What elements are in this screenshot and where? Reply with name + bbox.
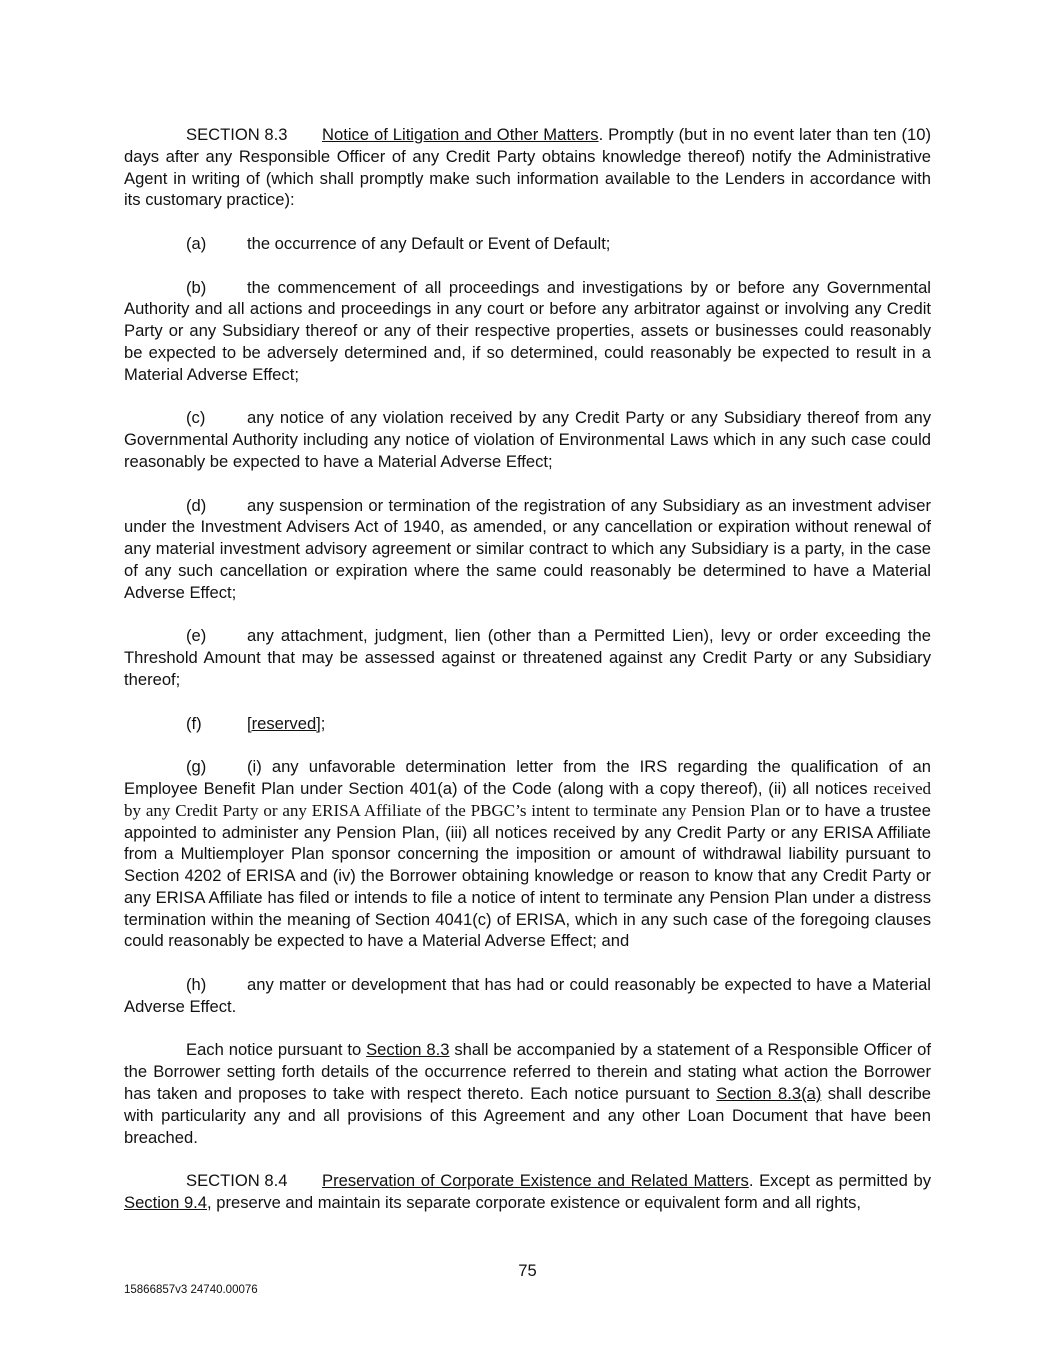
page-number: 75 (518, 1261, 537, 1280)
item-b-label: (b) (186, 277, 207, 297)
item-a-text: the occurrence of any Default or Event of Default; (247, 233, 611, 253)
closing-text-3: shall describe with particularity any and all provisions of this Agreement and any other Loan Document that have been breached. (124, 1084, 931, 1147)
item-g-part1: (i) any unfavorable determination letter from the IRS regarding the qualification of an Employee Benefit Plan under Section 401(a) of the Code (along with a copy thereof), (ii) all notices (124, 757, 931, 798)
item-h (124, 974, 931, 1018)
item-d-label: (d) (186, 495, 207, 515)
item-d (124, 495, 931, 604)
section-8-3-reference-link[interactable]: Section 8.3 (366, 1040, 450, 1060)
section-8-3a-reference-link[interactable]: Section 8.3(a) (716, 1084, 822, 1104)
section-8-4-paragraph (124, 1170, 931, 1214)
item-g-label: (g) (186, 757, 207, 777)
closing-text-1: Each notice pursuant to (186, 1040, 367, 1060)
item-e-text: any attachment, judgment, lien (other than a Permitted Lien), levy or order exceeding the Threshold Amount that may be assessed against or threatened against any Credit Party or any Subsidiary thereof; (124, 626, 931, 689)
item-f-label: (f) (186, 713, 202, 733)
item-g-part3: or to have a trustee appointed to administer any Pension Plan, (iii) all notices received by any Credit Party or any ERISA Affiliate from a Multiemployer Plan sponsor concerning the imposition or amount of withdrawal liability pursuant to Section 4202 of ERISA and (iv) the Borrower obtaining knowledge or reason to know that any Credit Party or any ERISA Affiliate has filed or intends to file a notice of intent to terminate any Pension Plan under a distress termination within the meaning of Section 4041(c) of ERISA, which in any such case of the foregoing clauses could reasonably be expected to have a Material Adverse Effect; and (124, 800, 931, 951)
section-8-3-number: SECTION 8.3 (186, 125, 288, 144)
item-b-text: the commencement of all proceedings and investigations by or before any Governmental Authority and all actions and proceedings in any court or before any arbitrator against or involving any Credit Party or any Subsidiary thereof or any of their respective properties, assets or businesses could reasonably be expected to be adversely determined and, if so determined, could reasonably be expected to result in a Material Adverse Effect; (124, 277, 931, 384)
section-8-3-intro: . Promptly (but in no event later than ten (10) days after any Responsible Officer of any Credit Party obtains knowledge thereof) notify the Administrative Agent in writing of (which shall promptly make such information available to the Lenders in accordance with its customary practice): (124, 125, 931, 210)
section-8-3-paragraph (124, 124, 931, 211)
section-8-4-number: SECTION 8.4 (186, 1171, 288, 1191)
item-c-label: (c) (186, 408, 206, 428)
item-b (124, 277, 931, 386)
item-f-text: [reserved] (247, 713, 321, 733)
document-page (124, 124, 931, 1236)
item-g-part2: received by any Credit Party or any ERISA Affiliate of the PBGC’s intent to terminate any Pension Plan (124, 778, 931, 820)
section-8-4-text-2: , preserve and maintain its separate corporate existence or equivalent form and all rights, (207, 1193, 861, 1213)
closing-text-2: shall be accompanied by a statement of a Responsible Officer of the Borrower setting forth details of the occurrence referred to therein and stating what action the Borrower has taken and proposes to take with respect thereto. Each notice pursuant to (124, 1040, 931, 1104)
section-8-4-text-1: . Except as permitted by (748, 1171, 931, 1191)
item-g (124, 756, 931, 952)
item-a (124, 233, 931, 255)
item-h-label: (h) (186, 975, 207, 995)
section-9-4-reference-link[interactable]: Section 9.4 (124, 1193, 208, 1213)
item-d-text: any suspension or termination of the registration of any Subsidiary as an investment adviser under the Investment Advisers Act of 1940, as amended, or any cancellation or expiration without renewal of any material investment advisory agreement or similar contract to which any Subsidiary is a party, in the case of any such cancellation or expiration where the same could reasonably be determined to have a Material Adverse Effect; (124, 495, 931, 602)
item-f (124, 713, 931, 735)
closing-paragraph (124, 1039, 931, 1148)
item-c-text: any notice of any violation received by any Credit Party or any Subsidiary thereof from any Governmental Authority including any notice of violation of Environmental Laws which in any such case could reasonably be expected to have a Material Adverse Effect; (124, 408, 931, 471)
item-h-text: any matter or development that has had or could reasonably be expected to have a Material Adverse Effect. (124, 975, 931, 1016)
item-a-label: (a) (186, 233, 207, 253)
document-id: 15866857v3 24740.00076 (124, 1284, 258, 1296)
section-8-4-title: Preservation of Corporate Existence and Related Matters (322, 1171, 749, 1191)
section-8-3-title: Notice of Litigation and Other Matters (322, 125, 599, 144)
item-e-label: (e) (186, 626, 207, 646)
item-f-suffix: ; (320, 713, 326, 733)
item-c (124, 407, 931, 472)
item-e (124, 625, 931, 690)
